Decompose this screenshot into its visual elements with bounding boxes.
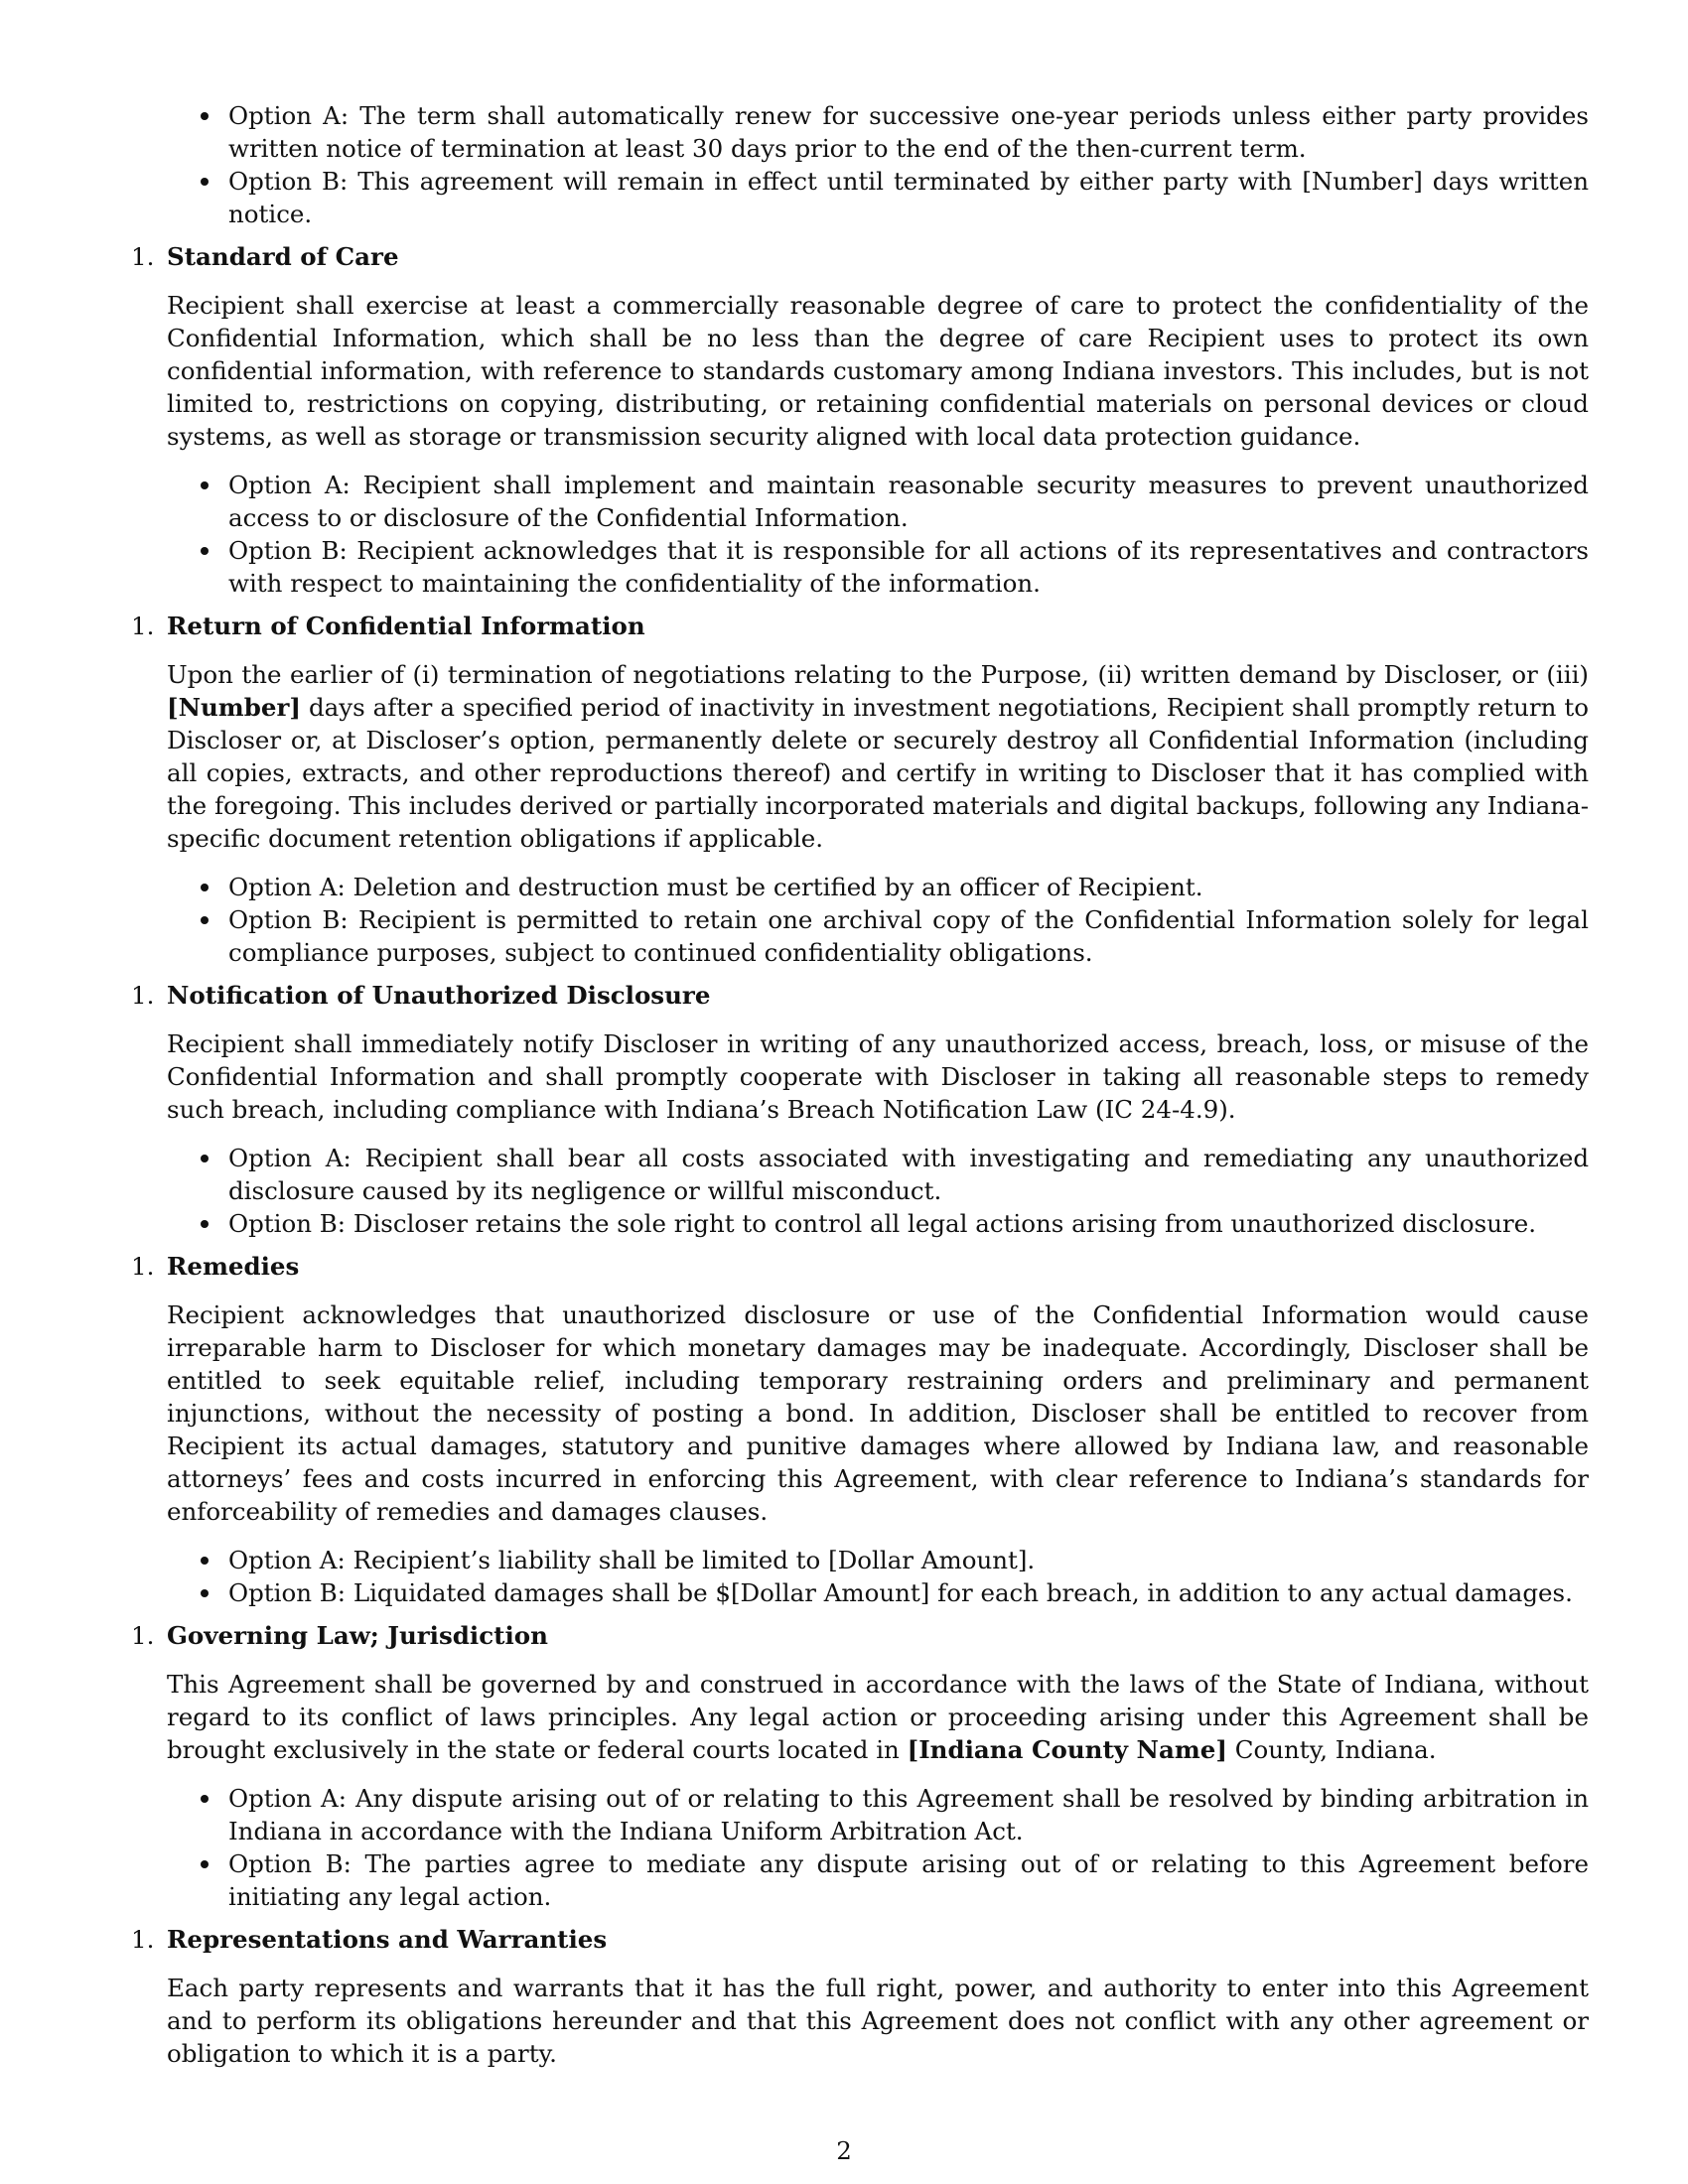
option-item: Option B: The parties agree to mediate any dispute arising out of or relating to this Agreement before initiating any legal action. <box>167 1847 1589 1913</box>
section-number: 1. <box>131 1925 155 1954</box>
section-return-of-confidential-information <box>131 610 1589 969</box>
section-heading <box>131 1619 1589 1652</box>
section-body: Recipient shall immediately notify Discloser in writing of any unauthorized access, breach, loss, or misuse of the Confidential Information and shall promptly cooperate with Discloser in taking all reasonable steps to remedy such breach, including compliance with Indiana’s Breach Notification Law (IC 24-4.9). <box>167 1029 1589 1124</box>
section-options <box>167 1544 1589 1609</box>
option-item: Option B: This agreement will remain in effect until terminated by either party with [Number] days written notice. <box>167 165 1589 230</box>
section-remedies <box>131 1250 1589 1609</box>
option-item: Option A: Recipient shall implement and maintain reasonable security measures to prevent unauthorized access to or disclosure of the Confidential Information. <box>167 469 1589 534</box>
section-body: This Agreement shall be governed by and construed in accordance with the laws of the State of Indiana, without regard to its conflict of laws principles. Any legal action or proceeding arising under this Agreement shall be brought exclusively in the state or federal courts located in [Indiana County Name] County, Indiana. <box>167 1670 1589 1764</box>
section-number: 1. <box>131 981 155 1010</box>
section-options <box>167 1782 1589 1913</box>
section-body: Recipient acknowledges that unauthorized disclosure or use of the Confidential Information would cause irreparable harm to Discloser for which monetary damages may be inadequate. Accordingly, Discloser shall be entitled to seek equitable relief, including temporary restraining orders and preliminary and permanent injunctions, without the necessity of posting a bond. In addition, Discloser shall be entitled to recover from Recipient its actual damages, statutory and punitive damages where allowed by Indiana law, and reasonable attorneys’ fees and costs incurred in enforcing this Agreement, with clear reference to Indiana’s standards for enforceability of remedies and damages clauses. <box>167 1300 1589 1526</box>
section-options <box>167 469 1589 600</box>
section-number: 1. <box>131 1252 155 1281</box>
section-representations-and-warranties <box>131 1923 1589 2070</box>
option-item: Option B: Recipient is permitted to retain one archival copy of the Confidential Information solely for legal compliance purposes, subject to continued confidentiality obligations. <box>167 903 1589 969</box>
option-item: Option A: Any dispute arising out of or relating to this Agreement shall be resolved by binding arbitration in Indiana in accordance with the Indiana Uniform Arbitration Act. <box>167 1782 1589 1847</box>
section-standard-of-care <box>131 240 1589 600</box>
option-item: Option B: Recipient acknowledges that it is responsible for all actions of its representatives and contractors with respect to maintaining the confidentiality of the information. <box>167 534 1589 600</box>
section-number: 1. <box>131 242 155 271</box>
placeholder-number: [Number] <box>167 693 301 722</box>
section-number: 1. <box>131 1621 155 1650</box>
option-item: Option A: Deletion and destruction must be certified by an officer of Recipient. <box>167 871 1589 903</box>
option-item: Option A: The term shall automatically renew for successive one-year periods unless either party provides written notice of termination at least 30 days prior to the end of the then-current term. <box>167 99 1589 165</box>
section-title: Remedies <box>167 1252 300 1281</box>
document-page <box>131 99 1589 2086</box>
page-number: 2 <box>836 2136 852 2165</box>
section-title: Return of Confidential Information <box>167 612 645 640</box>
section-body: Each party represents and warrants that it has the full right, power, and authority to enter into this Agreement and to perform its obligations hereunder and that this Agreement does not conflict with any other agreement or obligation to which it is a party. <box>167 1974 1589 2068</box>
section-heading <box>131 1923 1589 1956</box>
section-number: 1. <box>131 612 155 640</box>
section-body: Recipient shall exercise at least a commercially reasonable degree of care to protect the confidentiality of the Confidential Information, which shall be no less than the degree of care Recipient uses to protect its own confidential information, with reference to standards customary among Indiana investors. This includes, but is not limited to, restrictions on copying, distributing, or retaining confidential materials on personal devices or cloud systems, as well as storage or transmission security aligned with local data protection guidance. <box>167 291 1589 451</box>
option-item: Option B: Liquidated damages shall be $[Dollar Amount] for each breach, in addition to any actual damages. <box>167 1576 1589 1609</box>
placeholder-county: [Indiana County Name] <box>907 1735 1227 1764</box>
option-item: Option A: Recipient’s liability shall be limited to [Dollar Amount]. <box>167 1544 1589 1576</box>
section-body: Upon the earlier of (i) termination of negotiations relating to the Purpose, (ii) written demand by Discloser, or (iii) [Number] days after a specified period of inactivity in investment negotiations, Recipient shall promptly return to Discloser or, at Discloser’s option, permanently delete or securely destroy all Confidential Information (including all copies, extracts, and other reproductions thereof) and certify in writing to Discloser that it has complied with the foregoing. This includes derived or partially incorporated materials and digital backups, following any Indiana-specific document retention obligations if applicable. <box>167 660 1589 853</box>
section-title: Governing Law; Jurisdiction <box>167 1621 548 1650</box>
option-item: Option A: Recipient shall bear all costs associated with investigating and remediating any unauthorized disclosure caused by its negligence or willful misconduct. <box>167 1142 1589 1207</box>
section-notification-of-unauthorized-disclosure <box>131 979 1589 1240</box>
intro-options <box>167 99 1589 230</box>
section-governing-law <box>131 1619 1589 1913</box>
section-heading <box>131 979 1589 1012</box>
section-options <box>167 871 1589 969</box>
section-heading <box>131 1250 1589 1283</box>
section-title: Standard of Care <box>167 242 399 271</box>
section-title: Representations and Warranties <box>167 1925 608 1954</box>
section-heading <box>131 610 1589 642</box>
section-title: Notification of Unauthorized Disclosure <box>167 981 711 1010</box>
section-options <box>167 1142 1589 1240</box>
section-heading <box>131 240 1589 273</box>
option-item: Option B: Discloser retains the sole right to control all legal actions arising from unauthorized disclosure. <box>167 1207 1589 1240</box>
